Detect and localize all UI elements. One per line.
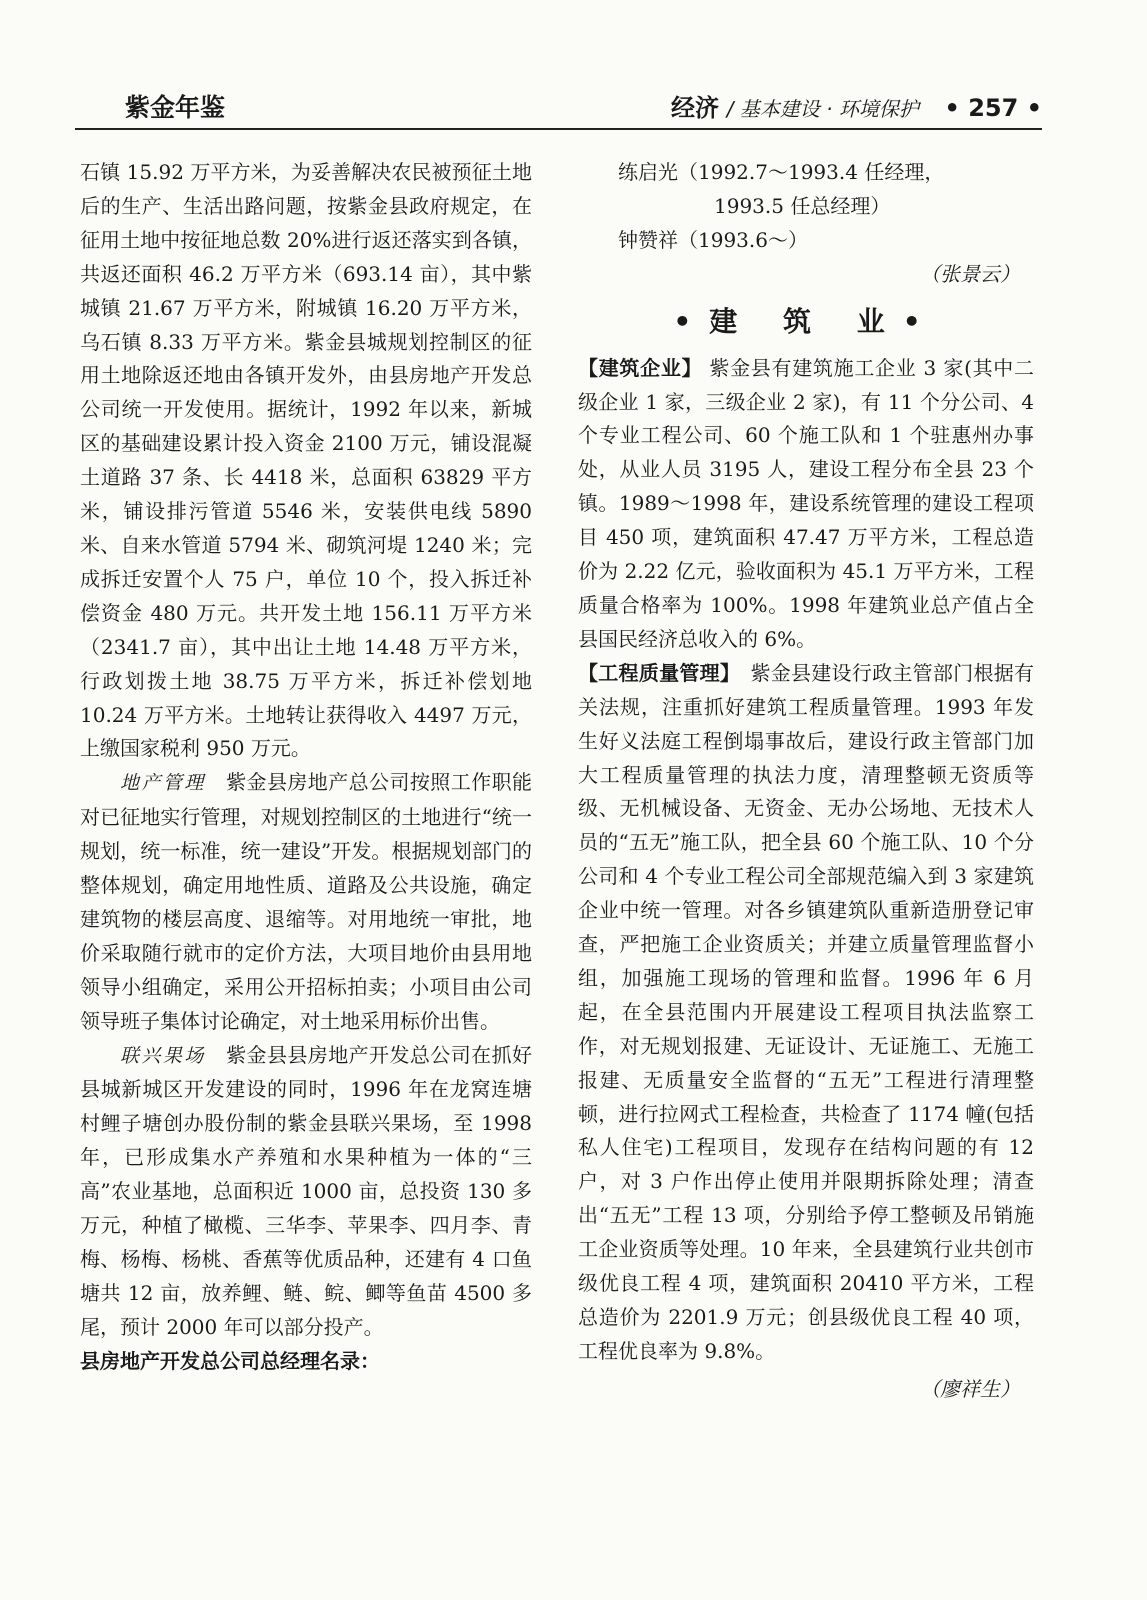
staff-entry: 练启光（1992.7～1993.4 任经理， [618, 160, 945, 184]
keyword-heading: 【工程质量管理】 [578, 660, 731, 685]
keyword-heading: 【建筑企业】 [578, 355, 703, 380]
book-title: 紫金年鉴 [125, 93, 226, 122]
section-title: •建 筑 业• [673, 304, 939, 338]
paragraph [80, 1039, 532, 1345]
paragraph-text: 紫金县建设行政主管部门根据有关法规，注重抓好建筑工程质量管理。1993 年发生好义法庭工程倒塌事故后，建设行政主管部门加大工程质量管理的执法力度，清理整顿无资质等级、无机械设备、无资金、无办公场地、无技术人员的“五无”施工队，把全县 60 个施工队、10 个分公司和 4 个专业工程公司全部规范编入到 3 家建筑企业中统一管理。对各乡镇建筑队重新造册登记审查，严把施工企业资质关；并建立质量管理监督小组，加强施工现场的管理和监督。1996 年 6 月起，在全县范围内开展建设工程项目执法监察工作，对无规划报建、无证设计、无证施工、无施工报建、无质量安全监督的“五无”工程进行清理整顿，进行拉网式工程检查，共检查了 1174 幢(包括私人住宅)工程项目，发现存在结构问题的有 12 户，对 3 户作出停止使用并限期拆除处理；清查出“五无”工程 13 项，分别给予停工整顿及吊销施工企业资质等处理。10 年来，全县建筑行业共创市级优良工程 4 项，建筑面积 20410 平方米，工程总造价为 2201.9 万元；创县级优良工程 40 项，工程优良率为 9.8%。 [578, 660, 1035, 1363]
author-credit: （廖祥生） [920, 1376, 1020, 1401]
roster-title: 县房地产开发总公司总经理名录： [80, 1348, 380, 1373]
right-column [578, 156, 1034, 1407]
section-main: 经济 [671, 94, 720, 122]
staff-entry: 1993.5 任总经理） [714, 193, 891, 218]
section-sub: / 基本建设 · 环境保护 [726, 97, 919, 121]
paragraph-text: 紫金县房地产总公司按照工作职能对已征地实行管理，对规划控制区的土地进行“统一规划，统一标准，统一建设”开发。根据规划部门的整体规划，确定用地性质、道路及公共设施，确定建筑物的楼层高度、退缩等。对用地统一审批，地价采取随行就市的定价方法，大项目地价由县用地领导小组确定，采用公开招标拍卖；小项目由公司领导班子集体讨论确定，对土地采用标价出售。 [80, 770, 532, 1033]
left-column [80, 156, 532, 1379]
staff-entry: 钟赞祥（1993.6～） [618, 227, 808, 252]
keyword-heading: 联兴果场 [120, 1044, 206, 1067]
author-credit: （张景云） [920, 261, 1020, 286]
keyword-heading: 地产管理 [120, 772, 206, 795]
paragraph-text: 紫金县县房地产开发总公司在抓好县城新城区开发建设的同时，1996 年在龙窝连塘村鲤子塘创办股份制的紫金县联兴果场，至 1998 年，已形成集水产养殖和水果种植为一体的“三高”农业基地，总面积近 1000 亩，总投资 130 多万元，种植了橄榄、三华李、苹果李、四月李、青梅、杨梅、杨桃、香蕉等优质品种，还建有 4 口鱼塘共 12 亩，放养鲤、鲢、鲩、鲫等鱼苗 4500 多尾，预计 2000 年可以部分投产。 [80, 1042, 532, 1339]
page-header [75, 84, 1042, 130]
paragraph [80, 766, 532, 1038]
paragraph [578, 657, 1034, 1369]
page-number: • 257 • [944, 94, 1042, 122]
paragraph-text: 紫金县有建筑施工企业 3 家(其中二级企业 1 家，三级企业 2 家)，有 11 个分公司、4 个专业工程公司、60 个施工队和 1 个驻惠州办事处，从业人员 3195 人，建设工程分布全县 23 个镇。1989～1998 年，建设系统管理的建设工程项目 450 项，建筑面积 47.47 万平方米，工程总造价为 2.22 亿元，验收面积为 45.1 万平方米，工程质量合格率为 100%。1998 年建筑业总产值占全县国民经济总收入的 6%。 [578, 355, 1035, 651]
section-heading [671, 88, 1042, 123]
paragraph: 石镇 15.92 万平方米，为妥善解决农民被预征土地后的生产、生活出路问题，按紫金县政府规定，在征用土地中按征地总数 20%进行返还落实到各镇，共返还面积 46.2 万平方米（693.14 亩），其中紫城镇 21.67 万平方米，附城镇 16.20 万平方米，乌石镇 8.33 万平方米。紫金县城规划控制区的征用土地除返还地由各镇开发外，由县房地产开发总公司统一开发使用。据统计，1992 年以来，新城区的基础建设累计投入资金 2100 万元，铺设混凝土道路 37 条、长 4418 米，总面积 63829 平方米，铺设排污管道 5546 米，安装供电线 5890 米、自来水管道 5794 米、砌筑河堤 1240 米；完成拆迁安置个人 75 户，单位 10 个，投入拆迁补偿资金 480 万元。共开发土地 156.11 万平方米（2341.7 亩），其中出让土地 14.48 万平方米，行政划拨土地 38.75 万平方米，拆迁补偿划地 10.24 万平方米。土地转让获得收入 4497 万元，上缴国家税利 950 万元。 [80, 160, 532, 761]
paragraph [578, 352, 1034, 657]
